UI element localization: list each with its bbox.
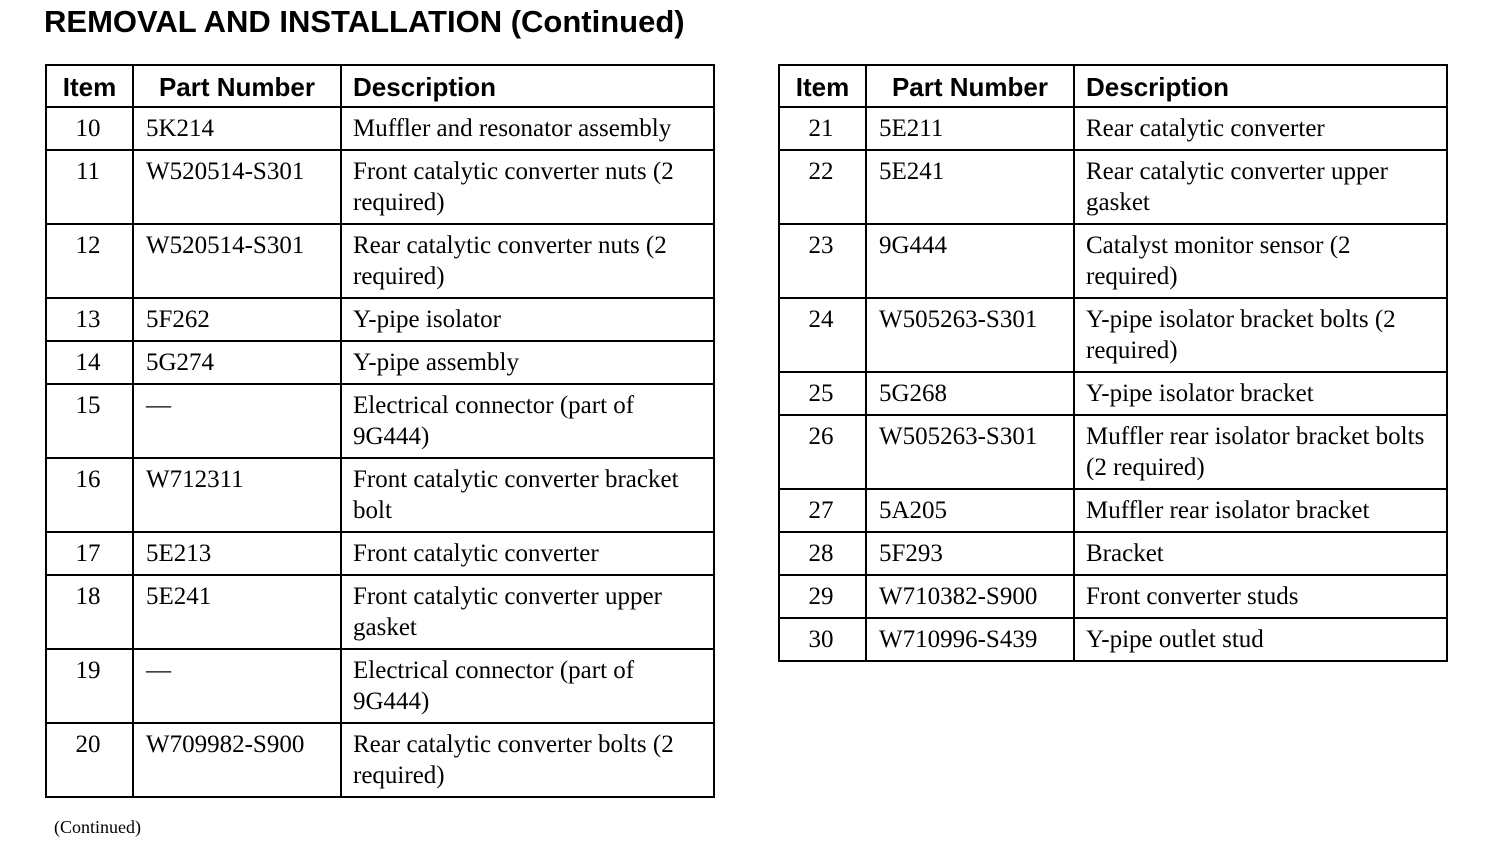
item-cell: 29 xyxy=(779,575,866,618)
item-cell: 13 xyxy=(46,298,133,341)
part-number-cell: W520514-S301 xyxy=(133,150,341,224)
column-header-part-number: Part Number xyxy=(866,65,1074,107)
item-cell: 26 xyxy=(779,415,866,489)
item-cell: 18 xyxy=(46,575,133,649)
table-row xyxy=(779,150,1447,224)
part-number-cell: W712311 xyxy=(133,458,341,532)
continued-note: (Continued) xyxy=(54,817,141,837)
table-row xyxy=(779,532,1447,575)
table-row xyxy=(46,723,714,797)
table-row xyxy=(46,384,714,458)
part-number-cell: 5F262 xyxy=(133,298,341,341)
description-cell: Y-pipe outlet stud xyxy=(1074,618,1447,661)
description-cell: Front converter studs xyxy=(1074,575,1447,618)
item-cell: 28 xyxy=(779,532,866,575)
table-header-row xyxy=(779,65,1447,107)
column-header-description: Description xyxy=(1074,65,1447,107)
part-number-cell: 5G274 xyxy=(133,341,341,384)
table-row xyxy=(779,107,1447,150)
parts-table-right xyxy=(778,64,1448,662)
column-header-part-number: Part Number xyxy=(133,65,341,107)
table-header-row xyxy=(46,65,714,107)
table-row xyxy=(779,618,1447,661)
description-cell: Muffler and resonator assembly xyxy=(341,107,714,150)
part-number-cell: 5E213 xyxy=(133,532,341,575)
part-number-cell: W709982-S900 xyxy=(133,723,341,797)
description-cell: Y-pipe isolator xyxy=(341,298,714,341)
item-cell: 10 xyxy=(46,107,133,150)
description-cell: Muffler rear isolator bracket xyxy=(1074,489,1447,532)
part-number-cell: W520514-S301 xyxy=(133,224,341,298)
description-cell: Front catalytic converter upper gasket xyxy=(341,575,714,649)
part-number-cell: W505263-S301 xyxy=(866,298,1074,372)
description-cell: Electrical connector (part of 9G444) xyxy=(341,649,714,723)
part-number-cell: 5E241 xyxy=(866,150,1074,224)
item-cell: 19 xyxy=(46,649,133,723)
page-title: REMOVAL AND INSTALLATION (Continued) xyxy=(44,4,685,39)
part-number-cell: 5E211 xyxy=(866,107,1074,150)
table-row xyxy=(779,372,1447,415)
description-cell: Muffler rear isolator bracket bolts (2 required) xyxy=(1074,415,1447,489)
table-row xyxy=(779,298,1447,372)
table-row xyxy=(779,575,1447,618)
table-row xyxy=(46,150,714,224)
table-row xyxy=(46,107,714,150)
item-cell: 14 xyxy=(46,341,133,384)
description-cell: Front catalytic converter bracket bolt xyxy=(341,458,714,532)
description-cell: Front catalytic converter xyxy=(341,532,714,575)
description-cell: Front catalytic converter nuts (2 required) xyxy=(341,150,714,224)
description-cell: Y-pipe isolator bracket bolts (2 required) xyxy=(1074,298,1447,372)
description-cell: Y-pipe isolator bracket xyxy=(1074,372,1447,415)
table-row xyxy=(46,649,714,723)
item-cell: 11 xyxy=(46,150,133,224)
table-row xyxy=(46,298,714,341)
part-number-cell: — xyxy=(133,384,341,458)
table-row xyxy=(46,575,714,649)
part-number-cell: 5F293 xyxy=(866,532,1074,575)
table-row xyxy=(46,532,714,575)
description-cell: Rear catalytic converter bolts (2 required) xyxy=(341,723,714,797)
description-cell: Y-pipe assembly xyxy=(341,341,714,384)
item-cell: 17 xyxy=(46,532,133,575)
item-cell: 22 xyxy=(779,150,866,224)
table-row xyxy=(46,458,714,532)
description-cell: Catalyst monitor sensor (2 required) xyxy=(1074,224,1447,298)
part-number-cell: 5K214 xyxy=(133,107,341,150)
column-header-description: Description xyxy=(341,65,714,107)
part-number-cell: W710996-S439 xyxy=(866,618,1074,661)
parts-table-left xyxy=(45,64,715,798)
column-header-item: Item xyxy=(779,65,866,107)
part-number-cell: W710382-S900 xyxy=(866,575,1074,618)
table-row xyxy=(779,415,1447,489)
table-row xyxy=(779,224,1447,298)
item-cell: 23 xyxy=(779,224,866,298)
item-cell: 25 xyxy=(779,372,866,415)
description-cell: Rear catalytic converter nuts (2 required) xyxy=(341,224,714,298)
description-cell: Rear catalytic converter upper gasket xyxy=(1074,150,1447,224)
table-row xyxy=(46,341,714,384)
part-number-cell: 9G444 xyxy=(866,224,1074,298)
table-row xyxy=(46,224,714,298)
item-cell: 27 xyxy=(779,489,866,532)
item-cell: 30 xyxy=(779,618,866,661)
part-number-cell: 5G268 xyxy=(866,372,1074,415)
item-cell: 24 xyxy=(779,298,866,372)
item-cell: 16 xyxy=(46,458,133,532)
description-cell: Rear catalytic converter xyxy=(1074,107,1447,150)
description-cell: Bracket xyxy=(1074,532,1447,575)
part-number-cell: — xyxy=(133,649,341,723)
item-cell: 21 xyxy=(779,107,866,150)
table-row xyxy=(779,489,1447,532)
part-number-cell: W505263-S301 xyxy=(866,415,1074,489)
part-number-cell: 5A205 xyxy=(866,489,1074,532)
description-cell: Electrical connector (part of 9G444) xyxy=(341,384,714,458)
item-cell: 15 xyxy=(46,384,133,458)
item-cell: 20 xyxy=(46,723,133,797)
item-cell: 12 xyxy=(46,224,133,298)
part-number-cell: 5E241 xyxy=(133,575,341,649)
column-header-item: Item xyxy=(46,65,133,107)
